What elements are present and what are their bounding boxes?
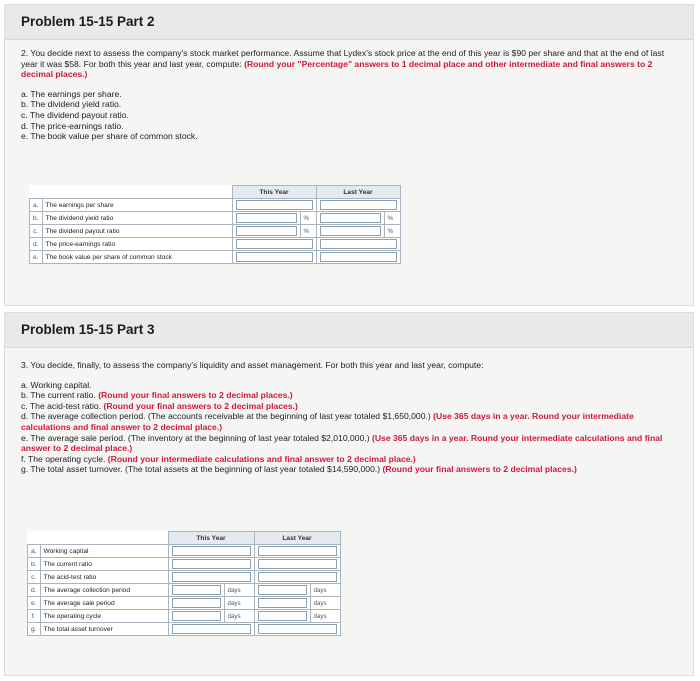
row-label: The dividend yield ratio [42, 212, 232, 225]
part3-card [4, 312, 694, 676]
row-letter: a. [28, 545, 41, 558]
table-row [28, 610, 341, 623]
last-year-input[interactable] [320, 239, 397, 249]
percent-unit: % [384, 212, 400, 225]
row-letter: c. [30, 225, 43, 238]
last-year-input[interactable] [258, 546, 337, 556]
last-year-input[interactable] [258, 572, 337, 582]
row-letter: d. [28, 584, 41, 597]
this-year-input[interactable] [172, 559, 251, 569]
row-label: The total asset turnover [40, 623, 168, 636]
row-letter: e. [28, 597, 41, 610]
last-year-input[interactable] [320, 226, 381, 236]
row-label: The earnings per share [42, 199, 232, 212]
last-year-input[interactable] [258, 598, 307, 608]
row-letter: f. [28, 610, 41, 623]
table-row [28, 545, 341, 558]
part2-intro-rounding: (Round your "Percentage" answers to 1 decimal place and other intermediate and final answers to 2 decimal places.) [21, 58, 653, 80]
percent-unit: % [384, 225, 400, 238]
part3-answer-table [27, 531, 341, 636]
col-this-year: This Year [168, 532, 254, 545]
row-label: The average sale period [40, 597, 168, 610]
part2-intro [21, 48, 677, 80]
last-year-input[interactable] [320, 213, 381, 223]
row-label: The operating cycle [40, 610, 168, 623]
last-year-input[interactable] [258, 585, 307, 595]
this-year-input[interactable] [172, 598, 221, 608]
row-letter: c. [28, 571, 41, 584]
row-label: The dividend payout ratio [42, 225, 232, 238]
part2-card [4, 4, 694, 306]
part3-header-row [28, 532, 341, 545]
this-year-input[interactable] [236, 226, 297, 236]
row-letter: b. [28, 558, 41, 571]
this-year-input[interactable] [236, 252, 313, 262]
table-row [30, 212, 401, 225]
table-row [30, 251, 401, 264]
part3-item: a. Working capital. [21, 379, 92, 390]
part3-item: d. The average collection period. (The accounts receivable at the beginning of last year totaled $1,650,000.) (Use 365 days in a year. Round your intermediate calculations and final answer to 2 decimal place.) [21, 411, 634, 432]
table-row [30, 199, 401, 212]
part2-item: b. The dividend yield ratio. [21, 99, 122, 110]
this-year-input[interactable] [172, 585, 221, 595]
percent-unit: % [300, 225, 316, 238]
table-row [30, 225, 401, 238]
col-last-year: Last Year [254, 532, 340, 545]
this-year-input[interactable] [172, 624, 251, 634]
this-year-input[interactable] [236, 200, 313, 210]
this-year-input[interactable] [172, 546, 251, 556]
last-year-input[interactable] [320, 200, 397, 210]
percent-unit: % [300, 212, 316, 225]
part2-item: c. The dividend payout ratio. [21, 109, 129, 120]
row-letter: d. [30, 238, 43, 251]
last-year-input[interactable] [258, 559, 337, 569]
days-unit: days [310, 597, 340, 610]
part3-item: g. The total asset turnover. (The total assets at the beginning of last year totaled $14,590,000.) (Round your final answers to 2 decimal places.) [21, 464, 577, 475]
days-unit: days [224, 584, 254, 597]
part2-item: e. The book value per share of common stock. [21, 131, 198, 142]
days-unit: days [310, 610, 340, 623]
row-letter: a. [30, 199, 43, 212]
part2-answer-table [29, 185, 401, 264]
days-unit: days [224, 610, 254, 623]
col-last-year: Last Year [316, 186, 400, 199]
part2-item-list [21, 89, 677, 142]
col-this-year: This Year [232, 186, 316, 199]
this-year-input[interactable] [236, 239, 313, 249]
part2-item: d. The price-earnings ratio. [21, 120, 124, 131]
part3-item-list [21, 380, 677, 412]
part3-item: b. The current ratio. (Round your final answers to 2 decimal places.) [21, 390, 293, 401]
part3-item: c. The acid-test ratio. (Round your final answers to 2 decimal places.) [21, 400, 298, 411]
part3-item: e. The average sale period. (The inventory at the beginning of last year totaled $2,010,000.) (Use 365 days in a year. Round your intermediate calculations and final answer to 2 decimal place.) [21, 432, 663, 454]
table-row [28, 597, 341, 610]
row-letter: b. [30, 212, 43, 225]
table-row [28, 571, 341, 584]
part2-item: a. The earnings per share. [21, 88, 122, 99]
row-label: The acid-test ratio [40, 571, 168, 584]
last-year-input[interactable] [258, 624, 337, 634]
table-row [28, 584, 341, 597]
part2-header-row [30, 186, 401, 199]
part2-intro-text: 2. You decide next to assess the company's stock market performance. Assume that Lydex's stock price at the end of this year is $90 per share and that at the end of last year it was $58. For both this year and last year, compute: [21, 48, 665, 69]
this-year-input[interactable] [172, 611, 221, 621]
row-label: The price-earnings ratio [42, 238, 232, 251]
row-label: The book value per share of common stock [42, 251, 232, 264]
part2-title: Problem 15-15 Part 2 [5, 5, 693, 40]
last-year-input[interactable] [258, 611, 307, 621]
part3-item: f. The operating cycle. (Round your intermediate calculations and final answer to 2 decimal place.) [21, 453, 416, 464]
part2-body [5, 40, 693, 142]
row-label: The average collection period [40, 584, 168, 597]
days-unit: days [224, 597, 254, 610]
row-letter: g. [28, 623, 41, 636]
this-year-input[interactable] [236, 213, 297, 223]
row-label: Working capital [40, 545, 168, 558]
table-row [28, 558, 341, 571]
table-row [28, 623, 341, 636]
row-letter: e. [30, 251, 43, 264]
days-unit: days [310, 584, 340, 597]
part3-intro: 3. You decide, finally, to assess the company's liquidity and asset management. For both this year and last year, compute: [21, 360, 484, 370]
this-year-input[interactable] [172, 572, 251, 582]
last-year-input[interactable] [320, 252, 397, 262]
part3-title: Problem 15-15 Part 3 [5, 313, 693, 348]
row-label: The current ratio [40, 558, 168, 571]
table-row [30, 238, 401, 251]
part3-body [5, 348, 693, 475]
